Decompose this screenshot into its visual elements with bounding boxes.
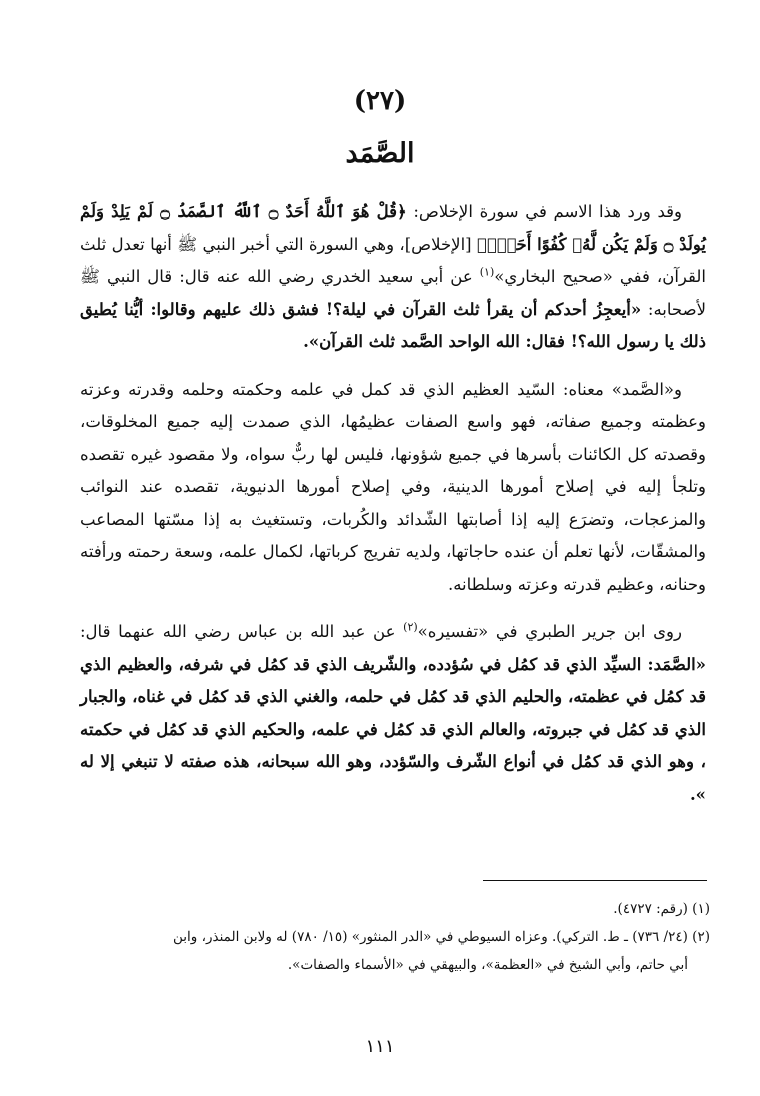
quran-verse: ﴿قُلْ هُوَ ٱللَّهُ أَحَدٌ ۝ ٱللَّهُ ٱلصَّمَدُ ۝ لَمْ يَلِدْ وَلَمْ يُولَدْ ۝ وَلَمْ يَكُن لَّهُۥ كُفُوًا أَحَدٌۢ﴾ <box>80 202 706 254</box>
footnote-2: (٢) (٢٤/ ٧٣٦) ـ ط. التركي). وعزاه السيوطي في «الدر المنثور» (١٥/ ٧٨٠) له ولابن المنذر، وابن <box>173 929 710 945</box>
tabari-text-2: عن عبد الله بن عباس رضي الله عنهما قال: <box>80 622 404 641</box>
footnote-divider <box>483 880 707 881</box>
paragraph-meaning: و«الصَّمد» معناه: السّيد العظيم الذي قد كمل في علمه وحكمته وحلمه وقدرته وعزته وعظمته وجميع صفاته، فهو واسع الصفات عظيمُها، الذي صمدت إليه جميع المخلوقات، وقصدته كل الكائنات بأسرها في جميع شؤونها، فليس لها ربٌّ سواه، ولا مقصود غيره تقصده وتلجأ إليه في إصلاح أمورها الدينية، وفي إصلاح أمورها الدنيوية، تقصده عند النوائب والمزعجات، وتضرَع إليه إذا أصابتها الشّدائد والكُربات، وتستغيث به إذا مسّتها المصاعب والمشقّات، لأنها تعلم أن عنده حاجاتها، ولديه تفريج كرباتها، لكمال علمه، وسعة رحمته ورأفته وحنانه، وعظيم قدرته وعزته وسلطانه. <box>80 379 706 594</box>
paragraph-intro-text: [الإخلاص]، وهي السورة التي أخبر النبي ﷺ أنها تعدل ثلث القرآن، ففي «صحيح البخاري» <box>80 234 706 286</box>
page-number: ١١١ <box>365 1036 395 1057</box>
hadith-quote: «أيعجِزُ أحدكم أن يقرأ ثلث القرآن في ليلة؟! فشق ذلك عليهم وقالوا: أيُّنا يُطيق ذلك يا رسول الله؟! فقال: الله الواحد الصَّمد ثلث القرآن». <box>80 299 706 351</box>
footnotes <box>80 895 710 979</box>
paragraph-intro <box>80 196 706 359</box>
intro-text: وقد ورد هذا الاسم في سورة الإخلاص: <box>406 202 683 221</box>
footnote-ref-2[interactable]: (٢) <box>403 620 418 634</box>
footnote-2-continued: أبي حاتم، وأبي الشيخ في «العظمة»، والبيهقي في «الأسماء والصفات». <box>287 957 688 973</box>
section-title: الصَّمَد <box>345 138 415 169</box>
paragraph-tabari <box>80 616 706 811</box>
tabari-text: روى ابن جرير الطبري في «تفسيره» <box>417 622 682 641</box>
ibn-abbas-quote: «الصَّمَد: السيِّد الذي قد كمُل في سُؤدده، والشّريف الذي قد كمُل في شرفه، والعظيم الذي قد كمُل في عظمته، والحليم الذي قد كمُل في حلمه، والغني الذي قد كمُل في غناه، والجبار الذي قد كمُل في جبروته، والعالم الذي قد كمُل في علمه، والحكيم الذي قد كمُل في حكمته ، وهو الذي قد كمُل في أنواع الشّرف والسّؤدد، وهو الله سبحانه، هذه صفته لا تنبغي إلا له ». <box>80 654 706 804</box>
footnote-ref-1[interactable]: (١) <box>479 265 495 279</box>
main-text <box>80 196 706 811</box>
paragraph-intro-text-2: عن أبي سعيد الخدري رضي الله عنه قال: قال النبي ﷺ لأصحابه: <box>80 267 706 319</box>
section-number: (٢٧) <box>353 86 407 116</box>
footnote-1: (١) (رقم: ٤٧٢٧). <box>613 901 710 917</box>
